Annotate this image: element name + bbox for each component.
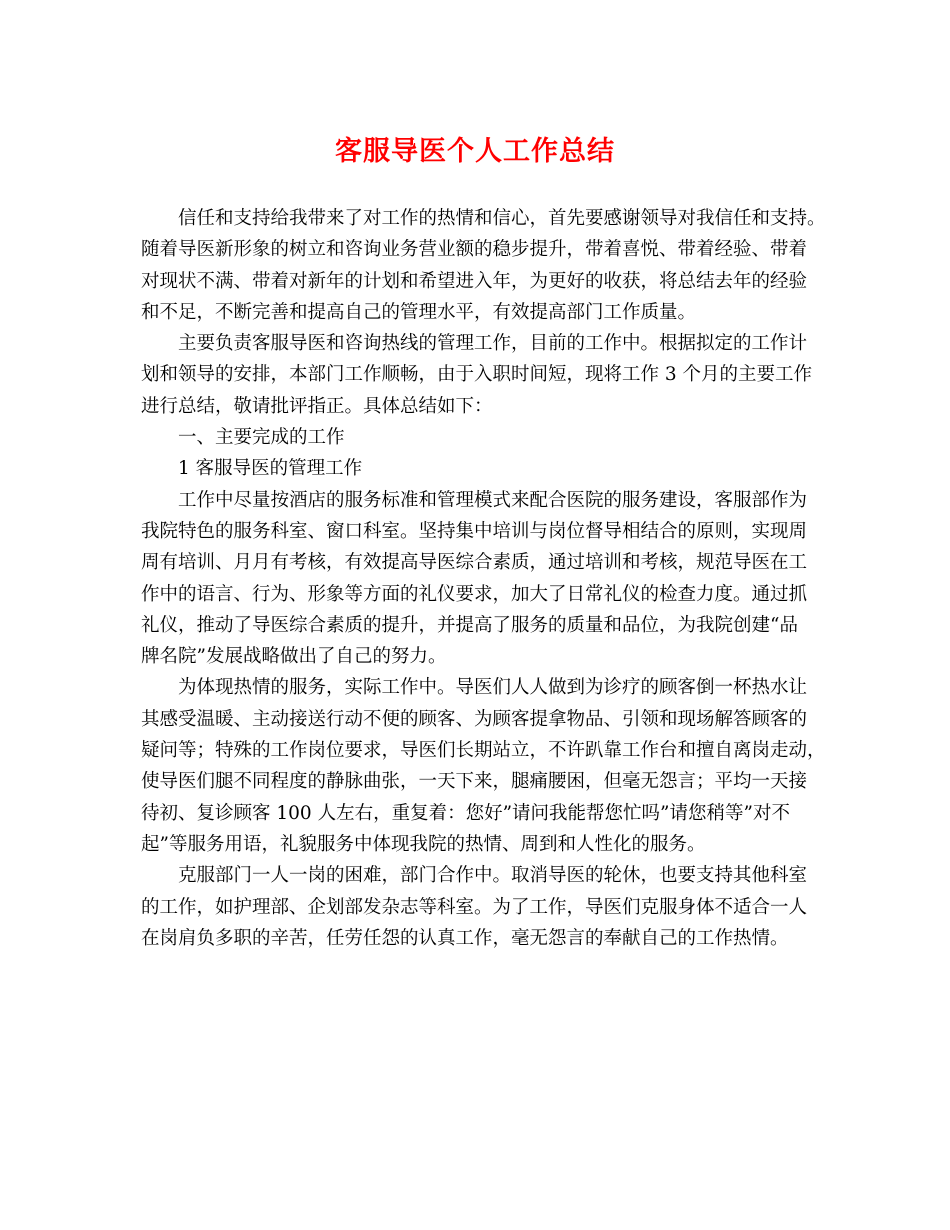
document-title: 客服导医个人工作总结 xyxy=(335,136,615,167)
paragraph-line: 其感受温暖、主动接送行动不便的顾客、为顾客提拿物品、引领和现场解答顾客的 xyxy=(141,708,808,730)
paragraph-line: 进行总结，敬请批评指正。具体总结如下： xyxy=(141,395,493,417)
paragraph-line: 使导医们腿不同程度的静脉曲张，一天下来，腿痛腰困，但毫无怨言；平均一天接 xyxy=(141,771,808,793)
paragraph-line: 作中的语言、行为、形象等方面的礼仪要求，加大了日常礼仪的检查力度。通过抓 xyxy=(141,583,808,605)
paragraph-line: 在岗肩负多职的辛苦，任劳任怨的认真工作，毫无怨言的奉献自己的工作热情。 xyxy=(141,927,789,949)
paragraph-line: 起”等服务用语，礼貌服务中体现我院的热情、周到和人性化的服务。 xyxy=(141,833,706,855)
subsection-heading: 1 客服导医的管理工作 xyxy=(178,458,363,480)
paragraph-line: 待初、复诊顾客 100 人左右，重复着：您好”请问我能帮您忙吗”请您稍等”对不 xyxy=(141,802,790,824)
paragraph-line: 克服部门一人一岗的困难，部门合作中。取消导医的轮休，也要支持其他科室 xyxy=(178,865,808,887)
paragraph-line: 主要负责客服导医和咨询热线的管理工作，目前的工作中。根据拟定的工作计 xyxy=(178,333,808,355)
paragraph-line: 和不足，不断完善和提高自己的管理水平，有效提高部门工作质量。 xyxy=(141,301,697,323)
paragraph-line: 的工作，如护理部、企划部发杂志等科室。为了工作，导医们克服身体不适合一人 xyxy=(141,896,808,918)
paragraph-line: 为体现热情的服务，实际工作中。导医们人人做到为诊疗的顾客倒一杯热水让 xyxy=(178,677,808,699)
paragraph-line: 信任和支持给我带来了对工作的热情和信心，首先要感谢领导对我信任和支持。 xyxy=(178,208,826,229)
paragraph-line: 我院特色的服务科室、窗口科室。坚持集中培训与岗位督导相结合的原则，实现周 xyxy=(141,520,808,542)
paragraph-line: 划和领导的安排，本部门工作顺畅，由于入职时间短，现将工作 3 个月的主要工作 xyxy=(141,364,813,386)
section-heading: 一、主要完成的工作 xyxy=(178,427,345,449)
paragraph-line: 礼仪，推动了导医综合素质的提升，并提高了服务的质量和品位，为我院创建“品 xyxy=(141,614,798,636)
paragraph-line: 工作中尽量按酒店的服务标准和管理模式来配合医院的服务建设，客服部作为 xyxy=(178,489,808,511)
paragraph-line: 牌名院”发展战略做出了自己的努力。 xyxy=(141,646,447,668)
paragraph-line: 随着导医新形象的树立和咨询业务营业额的稳步提升，带着喜悦、带着经验、带着 xyxy=(141,239,808,261)
document-body xyxy=(141,203,833,954)
paragraph-line: 周有培训、月月有考核，有效提高导医综合素质，通过培训和考核，规范导医在工 xyxy=(141,552,808,574)
paragraph-line: 对现状不满、带着对新年的计划和希望进入年，为更好的收获，将总结去年的经验 xyxy=(141,270,808,292)
paragraph-line: 疑问等；特殊的工作岗位要求，导医们长期站立，不许趴靠工作台和擅自离岗走动， xyxy=(141,740,826,762)
